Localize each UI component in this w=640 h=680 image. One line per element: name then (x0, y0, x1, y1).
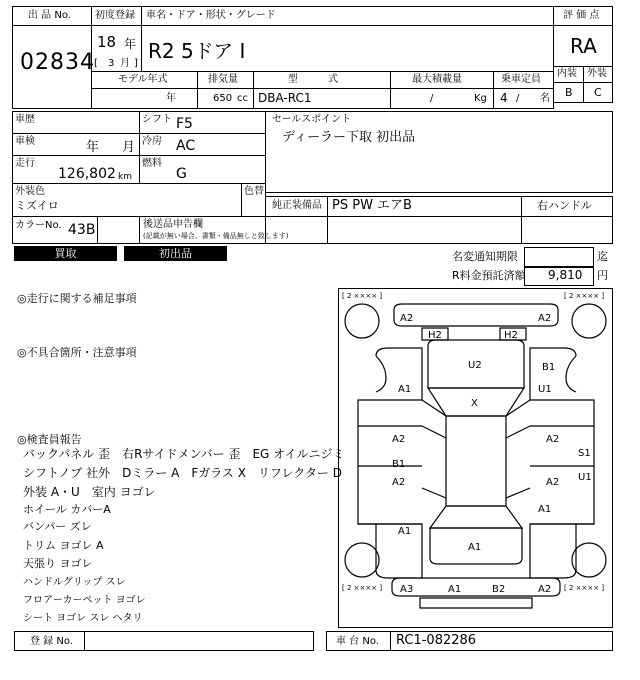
recycle-label: R料金預託済額 (452, 269, 526, 282)
color-value: ミズイロ (15, 199, 59, 212)
car-name-label: 車名・ドア・形状・グレード (146, 10, 276, 21)
mark-step-r1: S1 (578, 448, 591, 459)
chassis-value: RC1-082286 (396, 633, 477, 648)
doors-left (358, 426, 422, 524)
mark-fender-r1: B1 (542, 362, 556, 373)
mileage-label: 走行 (15, 158, 35, 169)
lot-number-label: 出 品 No. (28, 10, 71, 21)
post-doc-label: 後送品申告欄 (143, 219, 203, 230)
cooling-value: AC (176, 138, 196, 154)
car-condition-diagram (338, 288, 613, 628)
mark-quarter-r: A1 (538, 504, 552, 515)
first-reg-year-unit: 年 (124, 37, 137, 51)
defects-title: ◎不具合箇所・注意事項 (17, 346, 137, 359)
sales-point-value: ディーラー下取 初出品 (282, 130, 416, 145)
mark-rear: A1 (468, 542, 482, 553)
mark-windshield: X (471, 398, 478, 409)
first-registration-label: 初度登録 (95, 10, 135, 21)
type-label: 型 式 (288, 74, 338, 85)
mark-door-r2: A2 (546, 477, 560, 488)
color-label: 外装色 (15, 186, 45, 197)
rear-bumper-outline (392, 578, 560, 596)
mark-rear-bumper-c: A1 (448, 584, 462, 595)
inspector-line: シフトノブ 社外 Dミラー A Fガラス X リフレクター D (23, 466, 343, 480)
sales-point-label: セールスポイント (272, 114, 352, 125)
repaint-label: 色替 (244, 186, 264, 197)
first-reg-month-open: [ (94, 58, 98, 69)
grade-label: 評 価 点 (563, 10, 600, 21)
mark-front-bumper-l: A2 (400, 313, 414, 324)
type-value: DBA-RC1 (258, 91, 312, 105)
purchase-badge: 買取 (14, 246, 117, 261)
corner-tr: [ 2 ×××× ] (564, 292, 605, 300)
inspector-line: ハンドルグリップ スレ (23, 577, 126, 588)
mark-rear-bumper-l: A3 (400, 584, 414, 595)
car-name: R2 5ドア I (148, 39, 246, 63)
rear-window-outline (430, 506, 522, 528)
inspector-line: 外装 A・U 室内 ヨゴレ (23, 485, 156, 499)
corner-tl: [ 2 ×××× ] (342, 292, 383, 300)
mark-front-bumper-r: A2 (538, 313, 552, 324)
inspector-line: フロアーカーペット ヨゴレ (23, 595, 146, 606)
name-change-label: 名変通知期限 (452, 250, 518, 263)
mark-rear-bumper-rr: A2 (538, 584, 552, 595)
registration-label: 登 録 No. (30, 636, 73, 647)
first-listing-badge: 初出品 (124, 246, 227, 261)
inspector-line: トリム ヨゴレ A (23, 539, 104, 552)
exterior-label: 外装 (587, 68, 607, 79)
color-no-value: 43B (68, 222, 96, 238)
lot-number: 02834 (20, 50, 95, 75)
cooling-label: 冷房 (142, 136, 162, 147)
inspector-line: バンパー ズレ (23, 520, 92, 533)
mark-quarter-l: A1 (398, 526, 412, 537)
interior-grade: B (565, 86, 573, 99)
max-load-slash: / (430, 93, 434, 104)
overall-grade: RA (570, 34, 597, 58)
name-change-box (524, 247, 594, 267)
model-year-label: モデル年式 (118, 74, 168, 85)
corner-br: [ 2 ×××× ] (564, 584, 605, 592)
first-reg-month-unit: 月 (120, 58, 130, 69)
first-reg-month-close: ] (134, 58, 138, 69)
mileage-value: 126,802 (58, 166, 116, 182)
displacement-value: 650 (213, 93, 233, 104)
mark-fender-l: A1 (398, 384, 412, 395)
front-bumper-outline (394, 304, 558, 326)
capacity-value: 4 (500, 91, 508, 105)
mark-rear-bumper-r: B2 (492, 584, 506, 595)
max-load-unit: Kg (474, 93, 487, 104)
first-reg-month: 3 (108, 58, 115, 69)
wheel-front-left (345, 304, 379, 338)
fuel-value: G (176, 166, 187, 182)
mileage-unit: km (118, 172, 132, 182)
color-no-label: カラーNo. (15, 220, 62, 231)
wheel-rear-left (345, 543, 379, 577)
inspector-line: ホイール カバーA (23, 503, 111, 516)
mark-door-l2: B1 (392, 459, 406, 470)
fuel-label: 燃料 (142, 158, 162, 169)
interior-label: 内装 (557, 68, 577, 79)
mark-hood: U2 (468, 360, 482, 371)
corner-bl: [ 2 ×××× ] (342, 584, 383, 592)
wheel-front-right (572, 304, 606, 338)
capacity-slash: / (516, 93, 520, 104)
displacement-unit: cc (237, 93, 248, 104)
wheel-rear-right (572, 543, 606, 577)
inspection-label: 車検 (15, 136, 35, 147)
equipment-value: PS PW エアB (332, 198, 412, 213)
capacity-label: 乗車定員 (501, 74, 541, 85)
mark-head-l: H2 (428, 330, 442, 341)
roof-outline (446, 416, 506, 506)
inspector-line: シート ヨゴレ スレ ヘタリ (23, 613, 143, 624)
mark-fender-r2: U1 (538, 384, 552, 395)
name-change-suffix: 迄 (597, 250, 608, 263)
inspector-line: バックパネル 歪 右Rサイドメンバー 歪 EG オイルニジミ (23, 447, 345, 461)
chassis-label: 車 台 No. (336, 636, 379, 647)
shift-label: シフト (142, 114, 172, 125)
handle-value: 右ハンドル (537, 199, 592, 212)
inspector-title: ◎検査員報告 (17, 433, 82, 446)
shift-value: F5 (176, 116, 193, 132)
exterior-grade: C (594, 86, 602, 99)
first-reg-year: 18 (97, 33, 117, 51)
mark-door-l1: A2 (392, 434, 406, 445)
displacement-label: 排気量 (208, 74, 238, 85)
mark-door-r1: A2 (546, 434, 560, 445)
mark-head-r: H2 (504, 330, 518, 341)
equipment-label: 純正装備品 (272, 200, 322, 211)
inspector-line: 天張り ヨゴレ (23, 557, 93, 570)
recycle-unit: 円 (597, 269, 608, 282)
max-load-label: 最大積載量 (412, 74, 462, 85)
driving-notes-title: ◎走行に関する補足事項 (17, 292, 137, 305)
recycle-value: 9,810 (548, 268, 583, 282)
inspection-year-unit: 年 (86, 140, 100, 155)
mark-door-l3: A2 (392, 477, 406, 488)
post-doc-note: (記載が無い場合、書類・備品無しと致します) (143, 232, 289, 240)
inspection-month-unit: 月 (122, 140, 136, 155)
mark-step-r2: U1 (578, 472, 592, 483)
capacity-unit: 名 (540, 93, 550, 104)
model-year-suffix: 年 (166, 93, 176, 104)
history-label: 車歴 (15, 114, 35, 125)
